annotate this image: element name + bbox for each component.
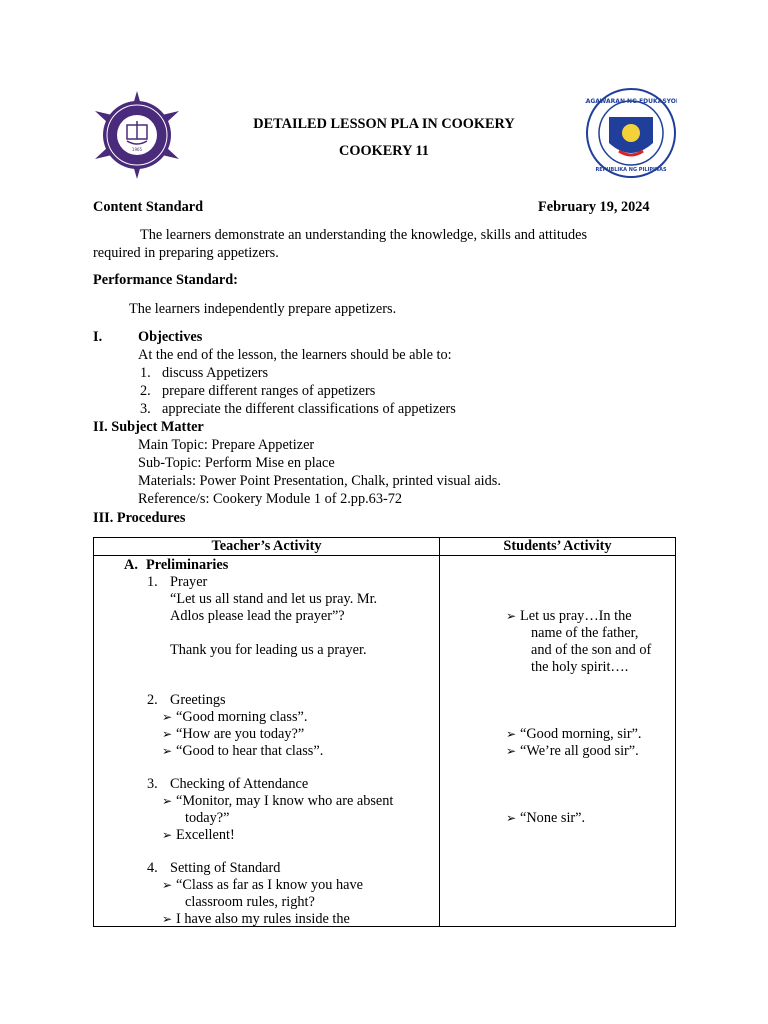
list-item: ➢ “Good to hear that class”. bbox=[162, 743, 324, 759]
list-item-continuation: today?” bbox=[185, 810, 230, 826]
arrow-bullet-icon: ➢ bbox=[506, 727, 517, 741]
content-standard-line-1: The learners demonstrate an understanding the knowledge, skills and attitudes bbox=[140, 227, 588, 243]
list-item: ➢ “How are you today?” bbox=[162, 726, 305, 742]
deped-seal-icon bbox=[585, 87, 677, 179]
table-header-row bbox=[94, 538, 676, 556]
references: Reference/s: Cookery Module 1 of 2.pp.63-72 bbox=[138, 491, 403, 507]
school-seal-icon bbox=[91, 89, 183, 181]
standard-heading: Setting of Standard bbox=[170, 860, 281, 876]
list-item: ➢ Let us pray…In the bbox=[506, 608, 632, 624]
list-item: ➢ “Good morning class”. bbox=[162, 709, 308, 725]
objective-number: 3. bbox=[140, 401, 151, 417]
lesson-date: February 19, 2024 bbox=[538, 199, 650, 215]
deped-seal-top-text: KAGAWARAN NG EDUKASYON bbox=[585, 98, 677, 105]
list-item: ➢ “Class as far as I know you have bbox=[162, 877, 363, 893]
list-item: ➢ “We’re all good sir”. bbox=[506, 743, 639, 759]
list-item: ➢ I have also my rules inside the bbox=[162, 911, 350, 927]
arrow-bullet-icon: ➢ bbox=[162, 878, 173, 892]
teacher-activity-header: Teacher’s Activity bbox=[94, 538, 440, 556]
greetings-heading: Greetings bbox=[170, 692, 226, 708]
materials: Materials: Power Point Presentation, Chalk, printed visual aids. bbox=[138, 473, 501, 489]
objective-number: 1. bbox=[140, 365, 151, 381]
prayer-heading: Prayer bbox=[170, 574, 208, 590]
preliminaries-heading: Preliminaries bbox=[146, 557, 229, 573]
standard-number: 4. bbox=[147, 860, 158, 876]
arrow-bullet-icon: ➢ bbox=[506, 811, 517, 825]
objective-item: prepare different ranges of appetizers bbox=[162, 383, 376, 399]
performance-standard-heading: Performance Standard: bbox=[93, 272, 238, 288]
prayer-number: 1. bbox=[147, 574, 158, 590]
prayer-instruction-line-2: Adlos please lead the prayer”? bbox=[170, 608, 345, 624]
document-subtitle: COOKERY 11 bbox=[339, 143, 429, 159]
deped-seal-bottom-text: REPUBLIKA NG PILIPINAS bbox=[595, 167, 667, 173]
list-item: ➢ Excellent! bbox=[162, 827, 235, 843]
procedures-heading: III. Procedures bbox=[93, 510, 186, 526]
attendance-heading: Checking of Attendance bbox=[170, 776, 309, 792]
objective-item: appreciate the different classifications of appetizers bbox=[162, 401, 456, 417]
sub-topic: Sub-Topic: Perform Mise en place bbox=[138, 455, 335, 471]
content-standard-heading: Content Standard bbox=[93, 199, 204, 215]
greetings-number: 2. bbox=[147, 692, 158, 708]
procedures-table bbox=[93, 537, 676, 927]
objectives-heading: Objectives bbox=[138, 329, 203, 345]
prayer-instruction-line-1: “Let us all stand and let us pray. Mr. bbox=[170, 591, 378, 607]
list-item: ➢ “Good morning, sir”. bbox=[506, 726, 642, 742]
arrow-bullet-icon: ➢ bbox=[506, 609, 517, 623]
subject-matter-heading: II. Subject Matter bbox=[93, 419, 204, 435]
list-item-continuation: the holy spirit…. bbox=[531, 659, 629, 675]
document-title: DETAILED LESSON PLA IN COOKERY bbox=[253, 116, 515, 132]
prayer-thanks: Thank you for leading us a prayer. bbox=[170, 642, 367, 658]
objective-item: discuss Appetizers bbox=[162, 365, 269, 381]
content-standard-line-2: required in preparing appetizers. bbox=[93, 245, 279, 261]
arrow-bullet-icon: ➢ bbox=[162, 828, 173, 842]
arrow-bullet-icon: ➢ bbox=[162, 710, 173, 724]
teacher-activity-cell bbox=[94, 556, 440, 927]
list-item-continuation: and of the son and of bbox=[531, 642, 652, 658]
list-item-continuation: name of the father, bbox=[531, 625, 639, 641]
school-seal-year: 1965 bbox=[131, 147, 143, 152]
arrow-bullet-icon: ➢ bbox=[162, 727, 173, 741]
list-item: ➢ “None sir”. bbox=[506, 810, 586, 826]
preliminaries-letter: A. bbox=[124, 557, 138, 573]
list-item: ➢ “Monitor, may I know who are absent bbox=[162, 793, 394, 809]
table-row bbox=[94, 556, 676, 927]
objectives-numeral: I. bbox=[93, 329, 103, 345]
arrow-bullet-icon: ➢ bbox=[162, 744, 173, 758]
attendance-number: 3. bbox=[147, 776, 158, 792]
list-item-continuation: classroom rules, right? bbox=[185, 894, 315, 910]
students-activity-cell bbox=[440, 556, 676, 927]
main-topic: Main Topic: Prepare Appetizer bbox=[138, 437, 315, 453]
arrow-bullet-icon: ➢ bbox=[162, 912, 173, 926]
students-activity-header: Students’ Activity bbox=[440, 538, 676, 556]
objective-number: 2. bbox=[140, 383, 151, 399]
arrow-bullet-icon: ➢ bbox=[162, 794, 173, 808]
arrow-bullet-icon: ➢ bbox=[506, 744, 517, 758]
performance-standard-text: The learners independently prepare appetizers. bbox=[129, 301, 397, 317]
objectives-intro: At the end of the lesson, the learners should be able to: bbox=[138, 347, 452, 363]
